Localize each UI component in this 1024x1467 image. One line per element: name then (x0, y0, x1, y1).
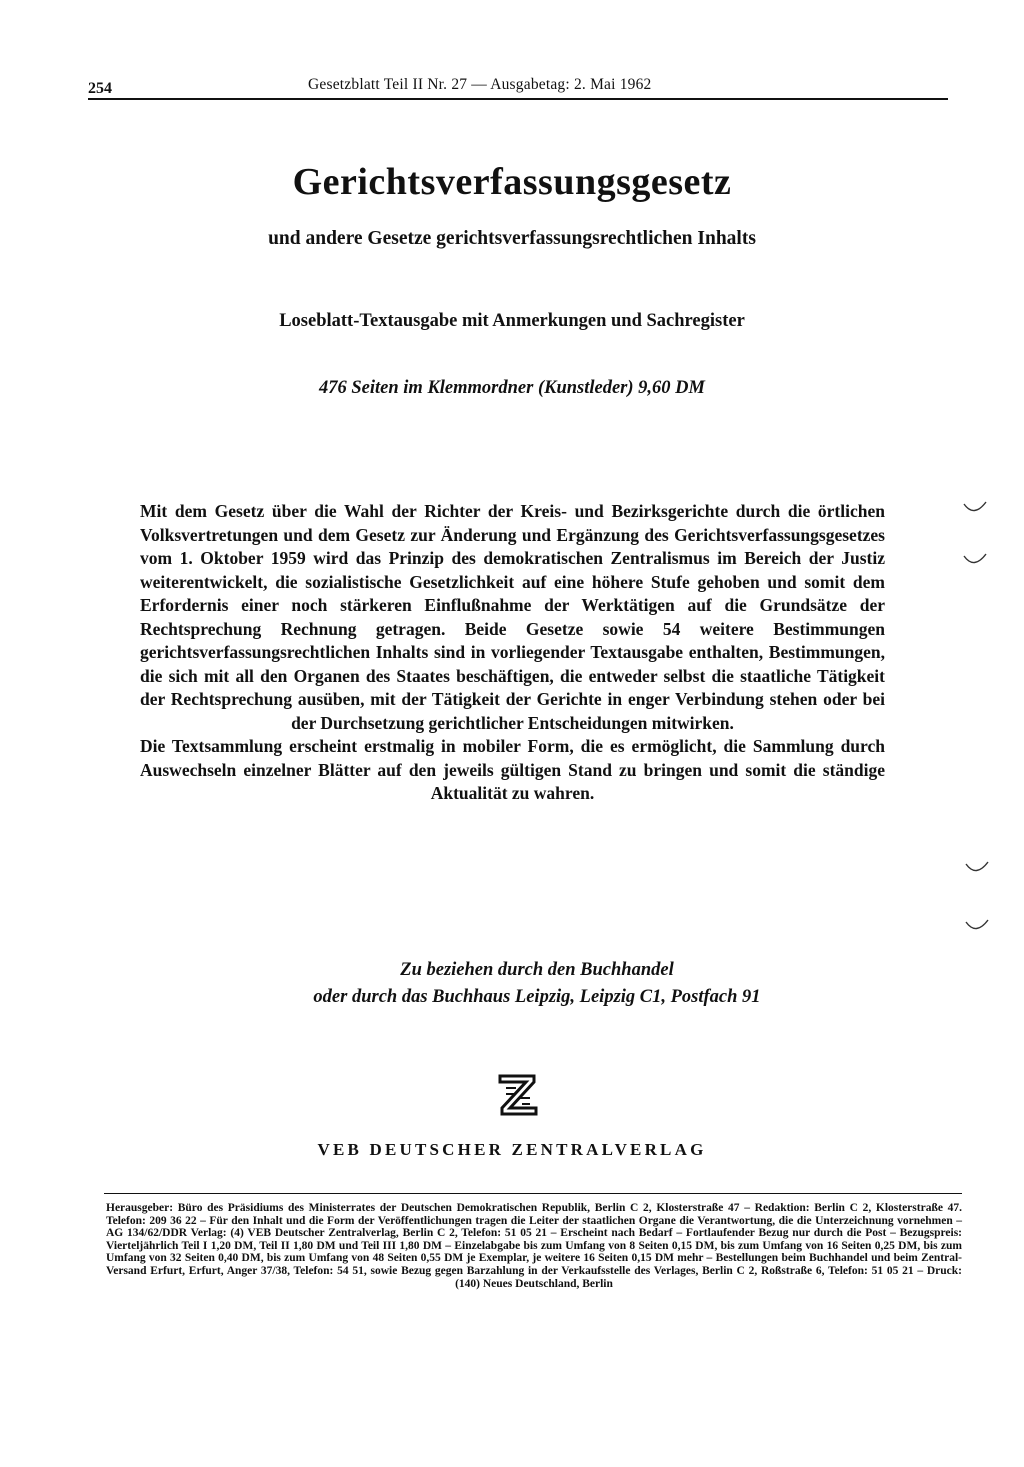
distribution-info (0, 957, 1024, 1011)
description-text (140, 500, 885, 806)
distribution-line: oder durch das Buchhaus Leipzig, Leipzig C1, Postfach 91 (313, 987, 761, 1007)
publisher-name: VEB DEUTSCHER ZENTRALVERLAG (317, 1140, 707, 1159)
page-number: 254 (88, 80, 112, 97)
header-title: Gesetzblatt Teil II Nr. 27 — Ausgabetag: 2. Mai 1962 (308, 76, 652, 93)
zentralverlag-logo-icon (496, 1070, 540, 1120)
margin-scan-mark (964, 860, 990, 876)
imprint-text: Herausgeber: Büro des Präsidiums des Ministerrates der Deutschen Demokratischen Republik, Berlin C 2, Klosterstraße 47 – Redaktion: Berlin C 2, Klosterstraße 47. Telefon: 209 36 22 – Für den Inhalt und die Form der Veröffentlichungen tragen die Leiter der staatlichen Organe die Verantwortung, die die Unterzeichnung vornehmen – AG 134/62/DDR Verlag: (4) VEB Deutscher Zentralverlag, Berlin C 2, Telefon: 51 05 21 – Erscheint nach Bedarf – Fortlaufender Bezug nur durch die Post – Bezugspreis: Vierteljährlich Teil I 1,20 DM, Teil II 1,80 DM und Teil III 1,80 DM – Einzelabgabe bis zum Umfang von 8 Seiten 0,15 DM, bis zum Umfang von 16 Seiten 0,25 DM, bis zum Umfang von 32 Seiten 0,40 DM, bis zum Umfang von 48 Seiten 0,55 DM je Exemplar, je weitere 16 Seiten 0,15 DM mehr – Bestellungen beim Buchhandel und beim Zentral-Versand Erfurt, Erfurt, Anger 37/38, Telefon: 54 51, sowie Bezug gegen Barzahlung in der Verkaufsstelle des Verlages, Berlin C 2, Roßstraße 6, Telefon: 51 05 21 – Druck: (140) Neues Deutschland, Berlin (106, 1202, 962, 1290)
description-paragraph: Die Textsammlung erscheint erstmalig in mobiler Form, die es ermöglicht, die Sammlung durch Auswechseln einzelner Blätter auf den jeweils gültigen Stand zu bringen und somit die ständige Aktualität zu wahren. (140, 736, 885, 803)
edition-line: Loseblatt-Textausgabe mit Anmerkungen und Sachregister (279, 311, 745, 331)
book-title: Gerichtsverfassungsgesetz (292, 161, 732, 203)
margin-scan-mark (964, 918, 990, 934)
price-line: 476 Seiten im Klemmordner (Kunstleder) 9,60 DM (319, 378, 705, 398)
description-paragraph: Mit dem Gesetz über die Wahl der Richter der Kreis- und Bezirksgerichte durch die örtlichen Volksvertretungen und dem Gesetz zur Änderung und Ergänzung des Gerichtsverfassungsgesetzes vom 1. Oktober 1959 wird das Prinzip des demokratischen Zentralismus im Bereich der Justiz weiterentwickelt, die sozialistische Gesetzlichkeit auf eine höhere Stufe gehoben und somit dem Erfordernis einer noch stärkeren Einflußnahme der Werktätigen auf die Grundsätze der Rechtsprechung Rechnung getragen. Beide Gesetze sowie 54 weitere Bestimmungen gerichtsverfassungsrechtlichen Inhalts sind in vorliegender Textausgabe enthalten, Bestimmungen, die sich mit all den Organen des Staates beschäftigen, die entweder selbst die staatliche Tätigkeit der Rechtsprechung ausüben, mit der Tätigkeit der Gerichte in enger Verbindung stehen oder bei der Durchsetzung gerichtlicher Entscheidungen mitwirken. (140, 501, 885, 733)
footer-divider (104, 1193, 962, 1194)
book-subtitle: und andere Gesetze gerichtsverfassungsrechtlichen Inhalts (268, 228, 756, 249)
distribution-line: Zu beziehen durch den Buchhandel (400, 960, 674, 980)
margin-scan-mark (962, 500, 988, 516)
margin-scan-mark (962, 552, 988, 568)
page-header (88, 76, 948, 100)
